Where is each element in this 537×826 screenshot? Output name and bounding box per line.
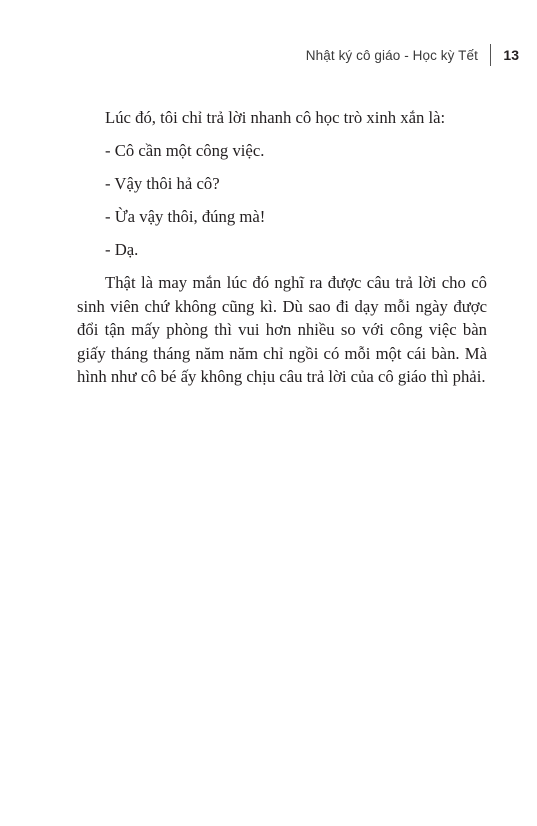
page-number: 13 xyxy=(503,47,519,63)
intro-line: Lúc đó, tôi chỉ trả lời nhanh cô học trò xinh xắn là: xyxy=(105,108,446,127)
header-divider xyxy=(490,44,492,66)
dialogue-line: - Cô cần một công việc. xyxy=(105,141,265,160)
dialogue-line: - Ừa vậy thôi, đúng mà! xyxy=(105,207,266,226)
dialogue-line: - Vậy thôi hả cô? xyxy=(105,174,220,193)
dialogue-line: - Dạ. xyxy=(105,240,139,259)
page-header xyxy=(306,44,519,66)
body-text xyxy=(77,106,487,389)
running-title: Nhật ký cô giáo - Học kỳ Tết xyxy=(305,47,478,63)
body-paragraph: Thật là may mắn lúc đó nghĩ ra được câu trả lời cho cô sinh viên chứ không cũng kì. Dù sao đi dạy mỗi ngày được đổi tận mấy phòng thì vui hơn nhiều so với công việc bàn giấy tháng tháng năm năm chỉ ngồi có mỗi một cái bàn. Mà hình như cô bé ấy không chịu câu trả lời của cô giáo thì phải. xyxy=(77,273,487,386)
